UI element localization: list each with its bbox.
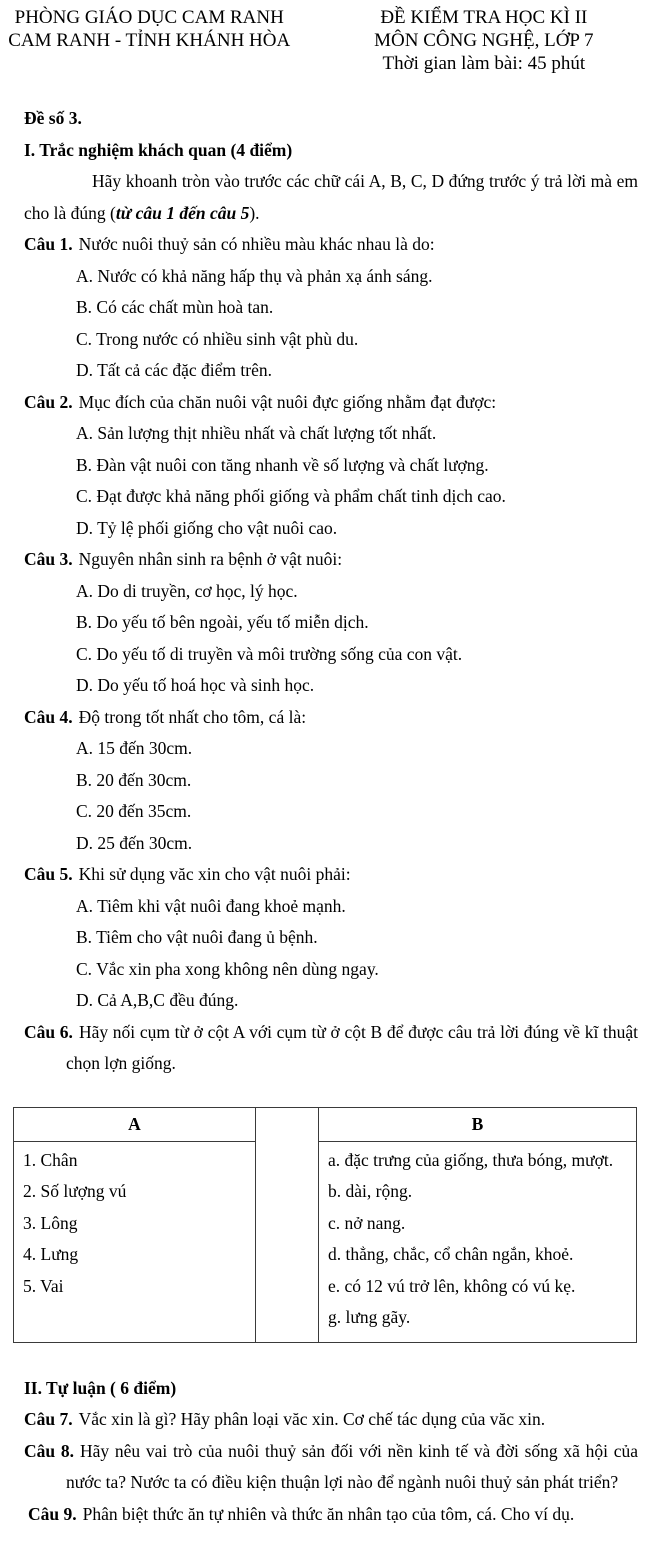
question-6-label: Câu 6. <box>24 1021 73 1042</box>
question-3-heading <box>24 544 638 576</box>
question-8-label: Câu 8. <box>24 1440 74 1461</box>
table-column-b-items <box>319 1142 636 1342</box>
question-4-option-c: C. 20 đến 35cm. <box>76 801 192 821</box>
table-header-b: B <box>319 1108 636 1142</box>
exam-duration: Thời gian làm bài: 45 phút <box>382 53 586 74</box>
question-2-heading <box>24 387 638 419</box>
question-5-option-c: C. Vắc xin pha xong không nên dùng ngay. <box>76 958 379 979</box>
instructions-emphasis: từ câu 1 đến câu 5 <box>115 202 250 223</box>
table-column-b <box>319 1108 636 1342</box>
matching-table <box>13 1107 637 1343</box>
question-4-heading <box>24 702 638 734</box>
question-3 <box>0 544 650 702</box>
authority-line-1: PHÒNG GIÁO DỤC CAM RANH <box>14 7 284 28</box>
question-2-text: Mục đích của chăn nuôi vật nuôi đực giống nhằm đạt được: <box>78 391 497 412</box>
table-column-a <box>14 1108 256 1342</box>
question-2-label: Câu 2. <box>24 391 73 412</box>
question-4-option-d: D. 25 đến 30cm. <box>76 832 193 853</box>
question-5-text: Khi sử dụng văc xin cho vật nuôi phải: <box>78 864 351 884</box>
table-middle-header <box>256 1108 318 1141</box>
question-1-option-b: B. Có các chất mùn hoà tan. <box>76 297 274 317</box>
table-a-item-3: 3. Lông <box>23 1212 78 1233</box>
question-3-label: Câu 3. <box>24 549 73 569</box>
question-5-option-a: A. Tiêm khi vật nuôi đang khoẻ mạnh. <box>76 895 346 916</box>
question-5-option-d: D. Cả A,B,C đều đúng. <box>76 990 239 1010</box>
question-7-label: Câu 7. <box>24 1409 73 1429</box>
table-middle-body <box>256 1141 318 1152</box>
question-1-option-d: D. Tất cả các đặc điểm trên. <box>76 360 272 380</box>
question-1-text: Nước nuôi thuỷ sản có nhiều màu khác nhau là do: <box>78 234 435 254</box>
table-a-item-2: 2. Số lượng vú <box>23 1181 127 1201</box>
table-b-item-c: c. nở nang. <box>328 1212 406 1233</box>
question-7-text: Vắc xin là gì? Hãy phân loại văc xin. Cơ chế tác dụng của văc xin. <box>78 1409 546 1429</box>
question-1-option-c: C. Trong nước có nhiều sinh vật phù du. <box>76 328 359 349</box>
question-3-option-a: A. Do di truyền, cơ học, lý học. <box>76 580 298 601</box>
document-header <box>0 0 650 75</box>
question-2-option-d: D. Tỷ lệ phối giống cho vật nuôi cao. <box>76 517 338 538</box>
question-9-heading <box>28 1499 638 1531</box>
question-4-option-b: B. 20 đến 30cm. <box>76 769 192 790</box>
question-1-label: Câu 1. <box>24 234 73 254</box>
question-8-text: Hãy nêu vai trò của nuôi thuỷ sản đối với nền kinh tế và đời sống xã hội của nước ta? Nước ta có điều kiện thuận lợi nào để ngành nuôi thuỷ sản phát triển? <box>66 1440 638 1492</box>
question-1 <box>0 229 650 387</box>
question-5-heading <box>24 859 638 891</box>
question-6-text: Hãy nối cụm từ ở cột A với cụm từ ở cột B để được câu trả lời đúng về kĩ thuật chọn lợn giống. <box>66 1021 638 1073</box>
question-1-heading <box>24 229 638 261</box>
table-a-item-1: 1. Chân <box>23 1149 78 1170</box>
exam-title-line: ĐỀ KIỂM TRA HỌC KÌ II <box>380 7 588 28</box>
question-3-option-d: D. Do yếu tố hoá học và sinh học. <box>76 675 315 695</box>
question-2 <box>0 387 650 545</box>
section1-title: I. Trắc nghiệm khách quan (4 điểm) <box>24 139 293 160</box>
question-2-option-a: A. Sản lượng thịt nhiều nhất và chất lượng tốt nhất. <box>76 423 437 443</box>
section1-instructions <box>24 166 638 229</box>
question-2-option-c: C. Đạt được khả năng phối giống và phẩm chất tinh dịch cao. <box>76 486 506 506</box>
question-4-text: Độ trong tốt nhất cho tôm, cá là: <box>78 706 307 727</box>
question-4-label: Câu 4. <box>24 706 73 727</box>
authority-line-2: CAM RANH - TỈNH KHÁNH HÒA <box>8 30 291 51</box>
table-column-a-items <box>14 1142 255 1311</box>
exam-subject-line: MÔN CÔNG NGHỆ, LỚP 7 <box>374 30 594 51</box>
question-3-text: Nguyên nhân sinh ra bệnh ở vật nuôi: <box>78 549 343 569</box>
table-b-item-a: a. đặc trưng của giống, thưa bóng, mượt. <box>328 1149 614 1170</box>
table-middle-column <box>256 1108 319 1342</box>
question-7-heading <box>24 1404 638 1436</box>
question-3-option-b: B. Do yếu tố bên ngoài, yếu tố miễn dịch. <box>76 612 369 632</box>
table-a-item-5: 5. Vai <box>23 1275 64 1296</box>
question-9-label: Câu 9. <box>28 1503 77 1524</box>
exam-number: Đề số 3. <box>24 108 82 128</box>
table-header-a: A <box>14 1108 255 1142</box>
table-b-item-e: e. có 12 vú trở lên, không có vú kẹ. <box>328 1275 576 1296</box>
question-6-heading <box>24 1017 638 1080</box>
question-3-option-c: C. Do yếu tố di truyền và môi trường sống của con vật. <box>76 643 463 664</box>
exam-title-block <box>346 6 622 75</box>
question-1-option-a: A. Nước có khả năng hấp thụ và phản xạ ánh sáng. <box>76 265 433 286</box>
question-8-heading <box>24 1436 638 1499</box>
question-4-option-a: A. 15 đến 30cm. <box>76 738 193 758</box>
table-b-item-g: g. lưng gãy. <box>328 1307 411 1327</box>
table-a-item-4: 4. Lưng <box>23 1244 79 1264</box>
question-5-label: Câu 5. <box>24 864 73 884</box>
issuing-authority-block <box>8 6 290 75</box>
instructions-text: Hãy khoanh tròn vào trước các chữ cái A, B, C, D đứng trước ý trả lời mà em cho là đúng ( <box>24 171 638 223</box>
instructions-suffix: ). <box>249 202 260 223</box>
table-b-item-b: b. dài, rộng. <box>328 1181 413 1201</box>
question-2-option-b: B. Đàn vật nuôi con tăng nhanh về số lượng và chất lượng. <box>76 454 489 475</box>
question-4 <box>0 702 650 860</box>
question-9-text: Phân biệt thức ăn tự nhiên và thức ăn nhân tạo của tôm, cá. Cho ví dụ. <box>82 1503 575 1524</box>
table-b-item-d: d. thẳng, chắc, cổ chân ngắn, khoẻ. <box>328 1244 574 1264</box>
section2-title: II. Tự luận ( 6 điểm) <box>24 1377 177 1398</box>
question-5 <box>0 859 650 1017</box>
question-5-option-b: B. Tiêm cho vật nuôi đang ủ bệnh. <box>76 927 318 947</box>
